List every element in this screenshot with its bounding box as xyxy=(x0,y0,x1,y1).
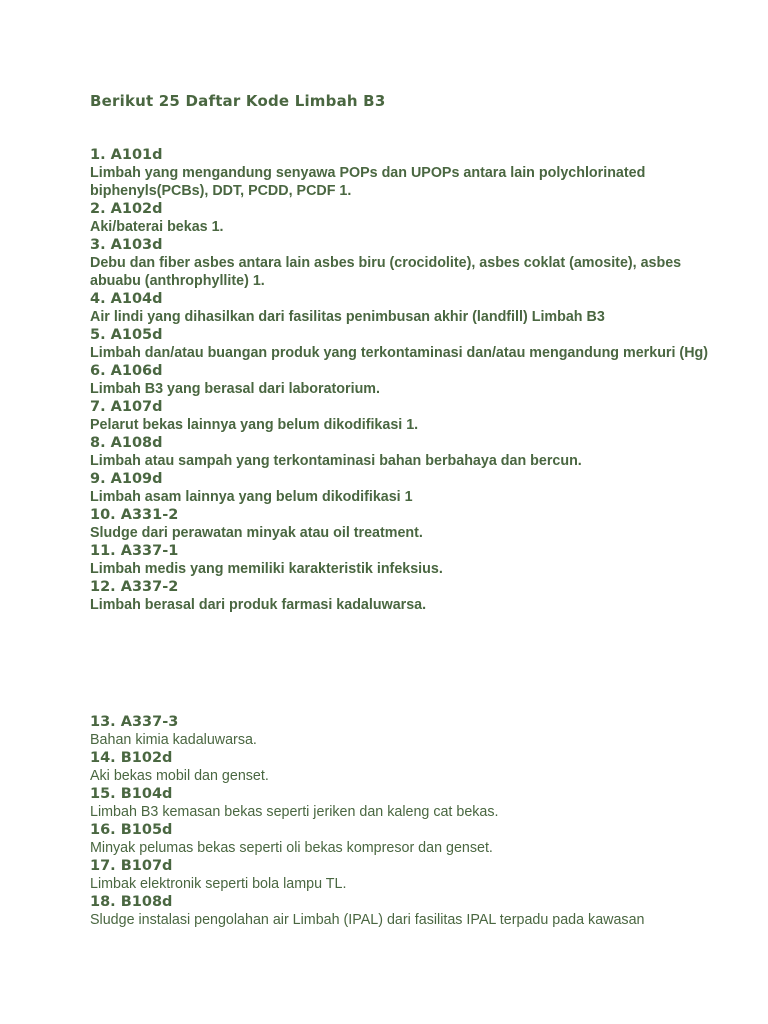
waste-code-list-b xyxy=(90,713,730,929)
waste-description: Sludge dari perawatan minyak atau oil treatment. xyxy=(90,525,423,541)
list-item xyxy=(90,893,730,929)
waste-description: Pelarut bekas lainnya yang belum dikodifikasi 1. xyxy=(90,417,419,433)
waste-description: Limbah atau sampah yang terkontaminasi bahan berbahaya dan bercun. xyxy=(90,453,582,469)
waste-description: Minyak pelumas bekas seperti oli bekas kompresor dan genset. xyxy=(90,840,493,856)
waste-code-list-a xyxy=(90,146,730,614)
waste-code: 7. A107d xyxy=(90,399,163,415)
list-item xyxy=(90,542,730,578)
waste-description: Sludge instalasi pengolahan air Limbah (IPAL) dari fasilitas IPAL terpadu pada kawasan xyxy=(90,912,645,928)
list-item xyxy=(90,398,730,434)
waste-code: 6. A106d xyxy=(90,363,163,379)
waste-code: 9. A109d xyxy=(90,471,163,487)
waste-code: 4. A104d xyxy=(90,291,163,307)
list-item xyxy=(90,326,730,362)
waste-code: 17. B107d xyxy=(90,858,173,874)
list-item xyxy=(90,236,730,290)
waste-code: 18. B108d xyxy=(90,894,173,910)
list-item xyxy=(90,785,730,821)
waste-code: 8. A108d xyxy=(90,435,163,451)
list-item xyxy=(90,362,730,398)
list-item xyxy=(90,146,730,200)
list-item xyxy=(90,290,730,326)
waste-code: 14. B102d xyxy=(90,750,173,766)
waste-code: 12. A337-2 xyxy=(90,579,179,595)
waste-description: Aki bekas mobil dan genset. xyxy=(90,768,269,784)
waste-description: Limbah dan/atau buangan produk yang terkontaminasi dan/atau mengandung merkuri (Hg) xyxy=(90,345,709,361)
list-item xyxy=(90,749,730,785)
waste-code: 11. A337-1 xyxy=(90,543,179,559)
waste-code: 2. A102d xyxy=(90,201,163,217)
waste-code: 5. A105d xyxy=(90,327,163,343)
list-item xyxy=(90,578,730,614)
waste-description: Bahan kimia kadaluwarsa. xyxy=(90,732,257,748)
list-item xyxy=(90,857,730,893)
waste-description: Debu dan fiber asbes antara lain asbes biru (crocidolite), asbes coklat (amosite), asbes abuabu (anthrophyllite) 1. xyxy=(90,255,682,289)
list-item xyxy=(90,200,730,236)
list-item xyxy=(90,470,730,506)
waste-code: 1. A101d xyxy=(90,147,163,163)
list-item xyxy=(90,506,730,542)
waste-description: Limbah yang mengandung senyawa POPs dan UPOPs antara lain polychlorinated biphenyls(PCBs), DDT, PCDD, PCDF 1. xyxy=(90,165,646,199)
waste-description: Limbah medis yang memiliki karakteristik infeksius. xyxy=(90,561,443,577)
waste-description: Limbah berasal dari produk farmasi kadaluwarsa. xyxy=(90,597,427,613)
waste-code: 15. B104d xyxy=(90,786,173,802)
waste-description: Aki/baterai bekas 1. xyxy=(90,219,224,235)
page-title: Berikut 25 Daftar Kode Limbah B3 xyxy=(90,92,386,110)
waste-code: 16. B105d xyxy=(90,822,173,838)
waste-code: 13. A337-3 xyxy=(90,714,179,730)
waste-description: Limbah asam lainnya yang belum dikodifikasi 1 xyxy=(90,489,413,505)
waste-description: Limbah B3 kemasan bekas seperti jeriken dan kaleng cat bekas. xyxy=(90,804,499,820)
waste-code: 3. A103d xyxy=(90,237,163,253)
list-item xyxy=(90,821,730,857)
waste-code: 10. A331-2 xyxy=(90,507,179,523)
waste-description: Limbah B3 yang berasal dari laboratorium. xyxy=(90,381,380,397)
list-item xyxy=(90,434,730,470)
waste-description: Limbak elektronik seperti bola lampu TL. xyxy=(90,876,347,892)
waste-description: Air lindi yang dihasilkan dari fasilitas penimbusan akhir (landfill) Limbah B3 xyxy=(90,309,605,325)
list-item xyxy=(90,713,730,749)
